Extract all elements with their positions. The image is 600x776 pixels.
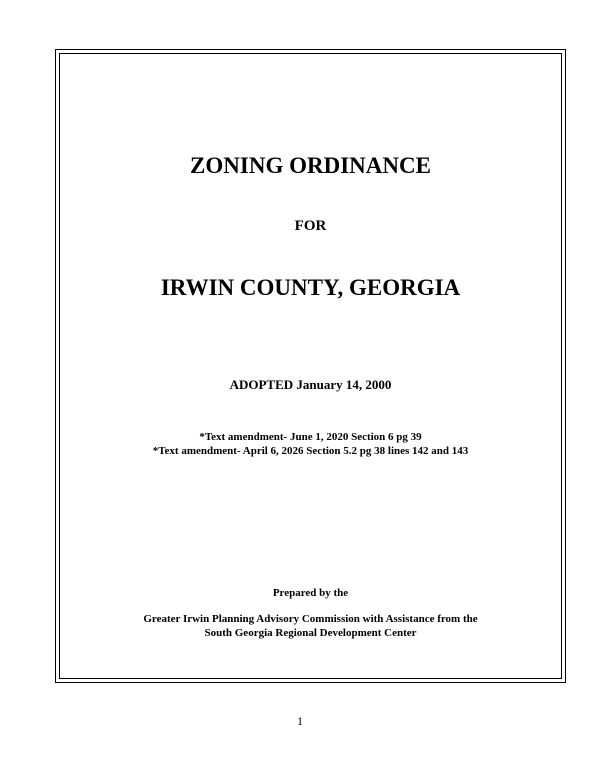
text-amendment-1: *Text amendment- June 1, 2020 Section 6 pg 39: [199, 431, 422, 443]
for-label: FOR: [294, 218, 327, 234]
page-number: 1: [297, 714, 303, 728]
county-name: IRWIN COUNTY, GEORGIA: [160, 275, 461, 300]
prepared-by: Prepared by the: [272, 587, 349, 599]
document-title: ZONING ORDINANCE: [190, 153, 431, 178]
text-amendment-2: *Text amendment- April 6, 2026 Section 5.2 pg 38 lines 142 and 143: [152, 445, 469, 457]
adopted-date: ADOPTED January 14, 2000: [229, 377, 392, 392]
commission-line-1: Greater Irwin Planning Advisory Commission with Assistance from the: [143, 613, 478, 625]
commission-line-2: South Georgia Regional Development Center: [204, 627, 417, 639]
